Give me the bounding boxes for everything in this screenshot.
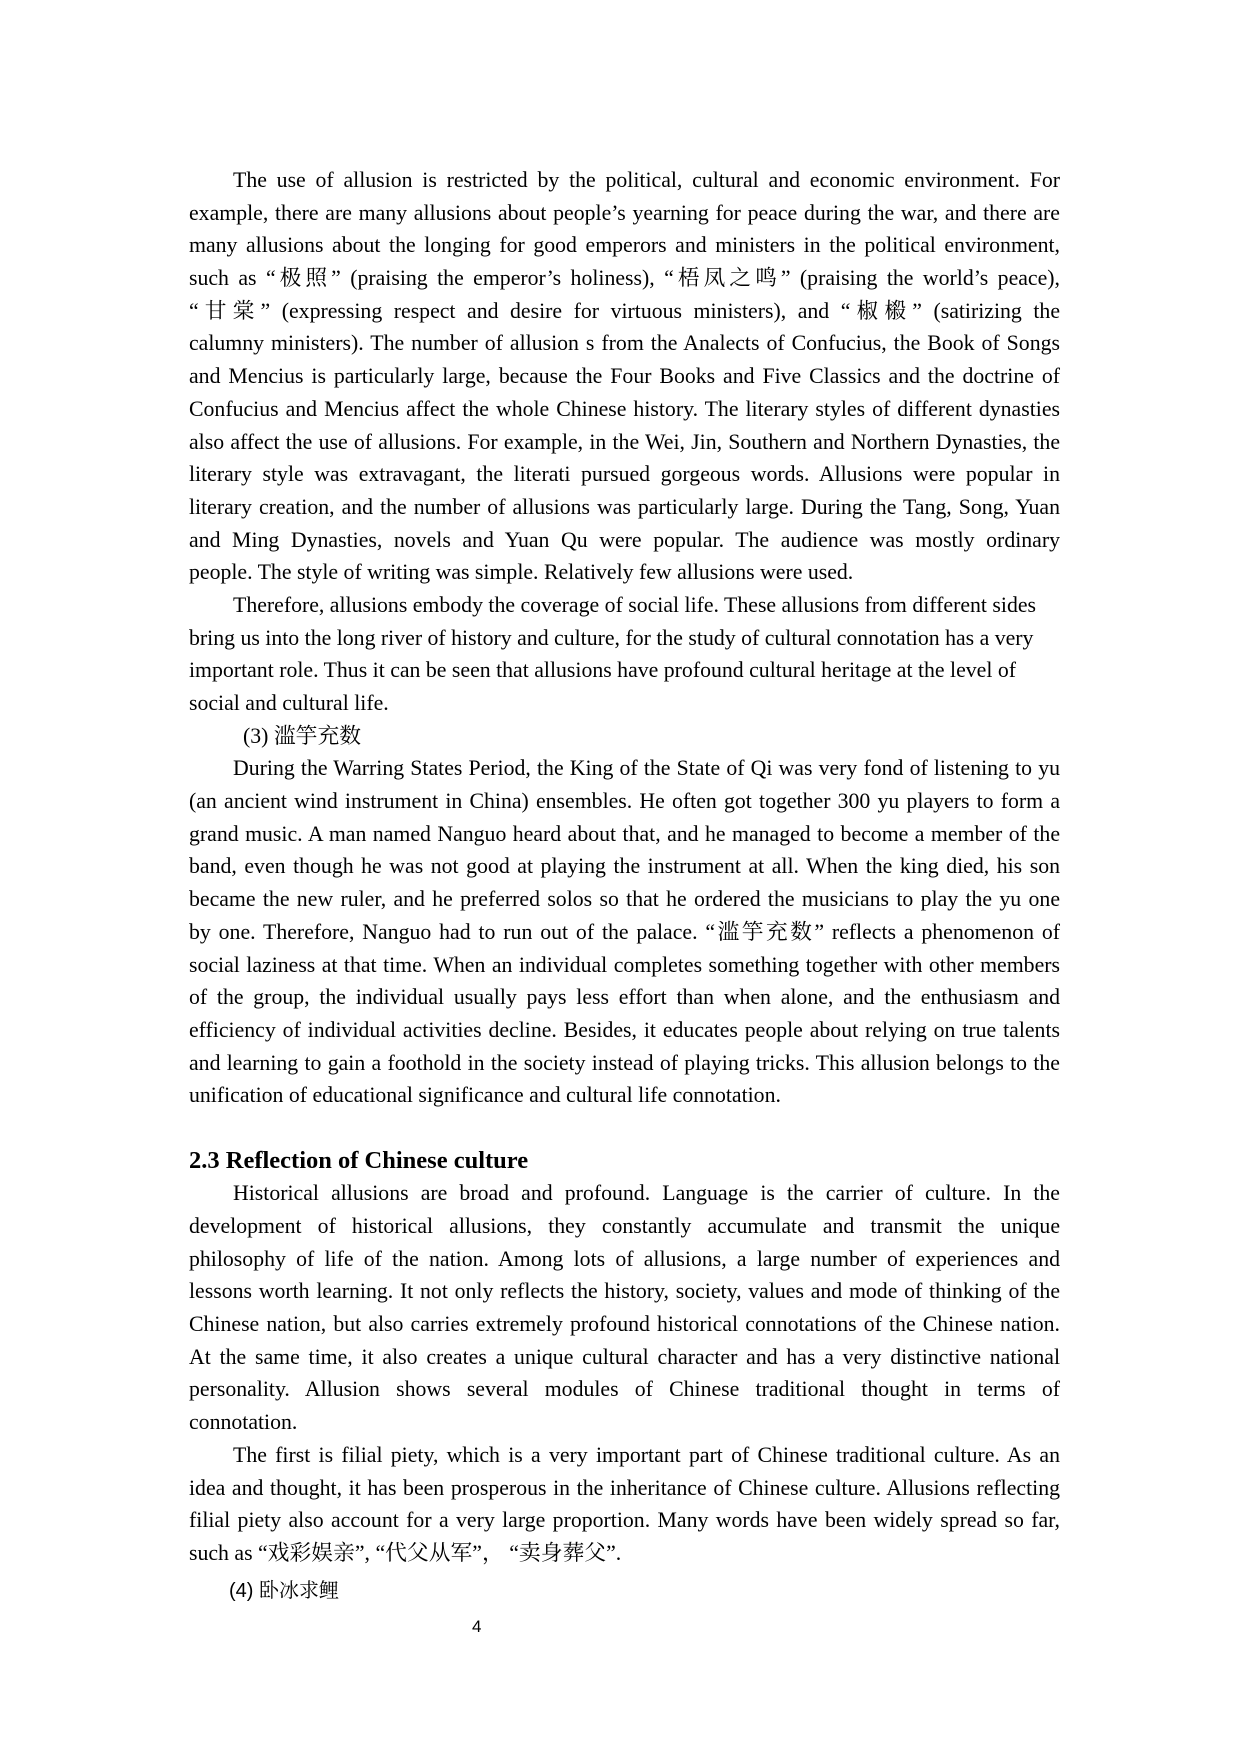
text-line: important role. Thus it can be seen that allusions have profound cultural heritage at the level of	[189, 658, 1017, 683]
text-line: social laziness at that time. When an individual completes something together with other members	[189, 952, 1060, 977]
text-line: literary style was extravagant, the literati pursued gorgeous words. Allusions were popular in	[189, 462, 1060, 487]
text-line: grand music. A man named Nanguo heard about that, and he managed to become a member of the	[189, 821, 1060, 846]
text-line: filial piety also account for a very large proportion. Many words have been widely spread so far,	[189, 1508, 1060, 1533]
text-line: The first is filial piety, which is a very important part of Chinese traditional culture. As an	[233, 1442, 1060, 1467]
text-line: philosophy of life of the nation. Among lots of allusions, a large number of experiences and	[189, 1246, 1060, 1271]
text-line: Therefore, allusions embody the coverage of social life. These allusions from different sides	[233, 592, 1037, 617]
paragraph-therefore	[189, 589, 1060, 720]
paragraph-nanguo	[189, 752, 1060, 1112]
text-line: (an ancient wind instrument in China) ensembles. He often got together 300 yu players to form a	[189, 789, 1060, 814]
section-heading: 2.3 Reflection of Chinese culture	[189, 1146, 529, 1174]
text-line: Confucius and Mencius affect the whole Chinese history. The literary styles of different dynasties	[189, 396, 1060, 421]
allusion-item-label: (3) 滥竽充数	[243, 723, 362, 748]
text-line: efficiency of individual activities decline. Besides, it educates people about relying on true talents	[189, 1017, 1060, 1042]
text-line: At the same time, it also creates a unique cultural character and has a very distinctive national	[189, 1344, 1060, 1369]
page-number: 4	[472, 1617, 482, 1636]
text-line: lessons worth learning. It not only reflects the history, society, values and mode of thinking of the	[189, 1279, 1060, 1304]
page-body	[189, 164, 1060, 1607]
text-line: and Mencius is particularly large, because the Four Books and Five Classics and the doctrine of	[189, 364, 1060, 389]
text-line: band, even though he was not good at playing the instrument at all. When the king died, his son	[189, 854, 1060, 879]
text-line: unification of educational significance and cultural life connotation.	[189, 1083, 781, 1108]
text-line: example, there are many allusions about people’s yearning for peace during the war, and there are	[189, 200, 1060, 225]
paragraph-allusion-environment	[189, 164, 1060, 589]
text-line: Chinese nation, but also carries extremely profound historical connotations of the Chinese nation.	[189, 1312, 1060, 1337]
text-line: “甘棠” (expressing respect and desire for virtuous ministers), and “椒榝” (satirizing the	[189, 298, 1060, 323]
text-line: many allusions about the longing for good emperors and ministers in the political environment,	[189, 233, 1060, 258]
text-line: and learning to gain a foothold in the society instead of playing tricks. This allusion belongs to the	[189, 1050, 1060, 1075]
allusion-item-label: (4) 卧冰求鲤	[229, 1579, 339, 1602]
text-line: became the new ruler, and he preferred solos so that he ordered the musicians to play the yu one	[189, 887, 1060, 912]
text-line: connotation.	[189, 1410, 298, 1435]
text-line: by one. Therefore, Nanguo had to run out of the palace. “滥竽充数” reflects a phenomenon of	[189, 919, 1060, 944]
text-line: such as “戏彩娱亲”, “代父从军”， “卖身葬父”.	[189, 1540, 622, 1565]
text-line: idea and thought, it has been prosperous in the inheritance of Chinese culture. Allusions reflecting	[189, 1475, 1060, 1500]
text-line: people. The style of writing was simple. Relatively few allusions were used.	[189, 560, 854, 585]
text-line: social and cultural life.	[189, 691, 389, 715]
text-line: Historical allusions are broad and profound. Language is the carrier of culture. In the	[233, 1181, 1060, 1206]
paragraph-historical-allusions	[189, 1177, 1060, 1439]
text-line: development of historical allusions, they constantly accumulate and transmit the unique	[189, 1214, 1060, 1238]
text-line: The use of allusion is restricted by the political, cultural and economic environment. For	[233, 168, 1060, 192]
text-line: During the Warring States Period, the King of the State of Qi was very fond of listening to yu	[233, 756, 1060, 781]
paragraph-filial-piety	[189, 1439, 1060, 1570]
text-line: calumny ministers). The number of allusion s from the Analects of Confucius, the Book of Songs	[189, 331, 1060, 356]
text-line: literary creation, and the number of allusions was particularly large. During the Tang, Song, Yuan	[189, 494, 1060, 519]
text-line: bring us into the long river of history and culture, for the study of cultural connotation has a very	[189, 625, 1034, 650]
text-line: and Ming Dynasties, novels and Yuan Qu were popular. The audience was mostly ordinary	[189, 527, 1060, 552]
text-line: such as “极照” (praising the emperor’s holiness), “梧凤之鸣” (praising the world’s peace),	[189, 266, 1060, 291]
text-line: personality. Allusion shows several modules of Chinese traditional thought in terms of	[189, 1377, 1060, 1402]
text-line: also affect the use of allusions. For example, in the Wei, Jin, Southern and Northern Dynasties, the	[189, 429, 1060, 454]
text-line: of the group, the individual usually pays less effort than when alone, and the enthusiasm and	[189, 985, 1060, 1010]
